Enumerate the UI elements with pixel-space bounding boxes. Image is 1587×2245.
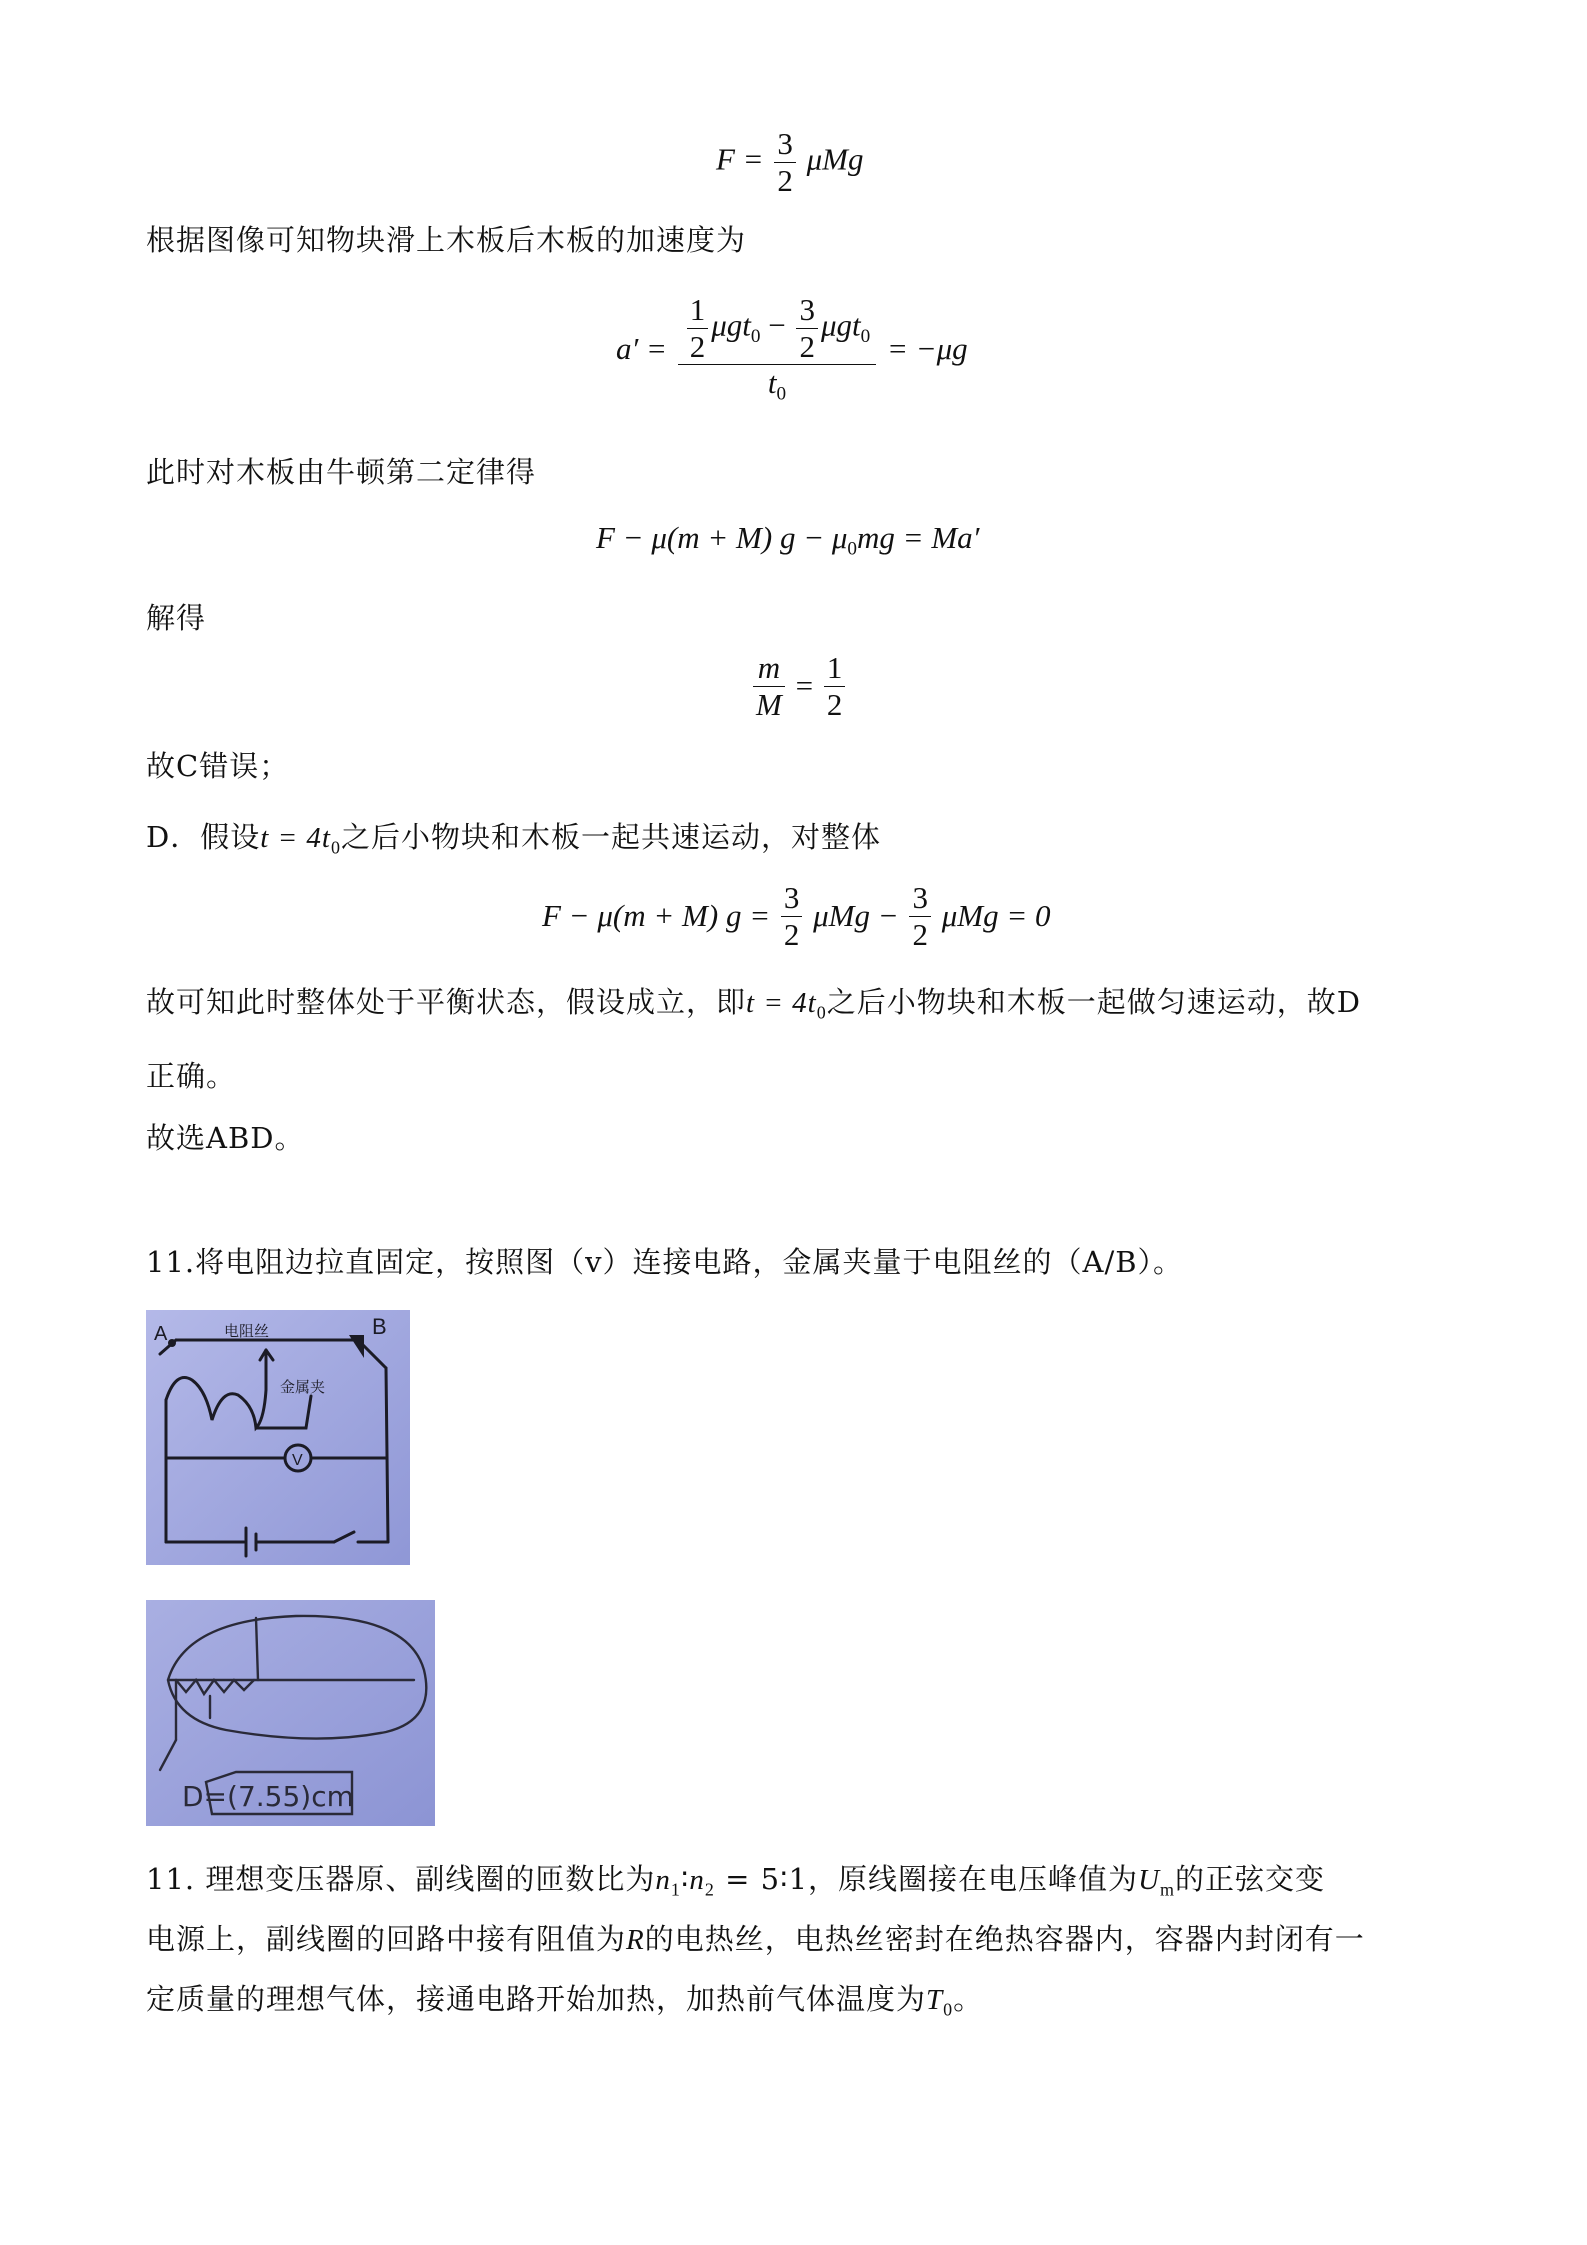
question-11a: 11.将电阻边拉直固定，按照图（v）连接电路，金属夹量于电阻丝的（A/B）。 xyxy=(146,1245,1184,1279)
question-11b-line-3: 定质量的理想气体，接通电路开始加热，加热前气体温度为$T_0$。 xyxy=(146,1982,984,2020)
text-line: 此时对木板由牛顿第二定律得 xyxy=(146,455,537,489)
equation-2: a′ = $\frac{1}{2}$ μgt$_0$ − $\frac{3}{2}$ μgt$_0$ $t_0$ = −μg xyxy=(616,292,968,405)
text-line: 故C错误； xyxy=(146,749,290,783)
equation-5: F − μ(m + M) g = $\frac{3}{2}$ μMg − $\frac{3}{2}$ μMg = 0 xyxy=(542,880,1051,952)
text-line: 故选ABD。 xyxy=(146,1121,305,1155)
circuit-label-wire: 电阻丝 xyxy=(224,1322,270,1340)
equation-3: F − μ(m + M) $g - \mu_0mg = Ma'$ xyxy=(596,520,980,560)
equation-1: F = $\frac{3}{2}$ μMg xyxy=(716,126,864,198)
caliper-reading-photo xyxy=(146,1600,435,1826)
circuit-label-a: A xyxy=(154,1323,168,1345)
text-line: 根据图像可知物块滑上木板后木板的加速度为 xyxy=(146,223,747,257)
circuit-label-clip: 金属夹 xyxy=(280,1378,326,1396)
question-11b-line-1: 11. 理想变压器原、副线圈的匝数比为$n_1∶n_2$ = 5∶1，原线圈接在电压峰值为$U_m$的正弦交变 xyxy=(146,1862,1326,1900)
circuit-diagram-photo xyxy=(146,1310,410,1565)
text-line: 故可知此时整体处于平衡状态，假设成立，即$t = 4t_0$之后小物块和木板一起做匀速运动，故D xyxy=(146,985,1361,1023)
text-line: 解得 xyxy=(146,601,207,635)
equation-4: $\frac{m}{M}$ = $\frac{1}{2}$ xyxy=(750,650,848,722)
text-line: 正确。 xyxy=(146,1059,237,1093)
caliper-reading-text: D=(7.55)cm xyxy=(182,1780,354,1813)
text-line: D．假设$t = 4t_0$之后小物块和木板一起共速运动，对整体 xyxy=(146,820,881,858)
circuit-label-b: B xyxy=(372,1314,387,1339)
circuit-label-v: V xyxy=(292,1452,303,1469)
question-11b-line-2: 电源上，副线圈的回路中接有阻值为R的电热丝，电热丝密封在绝热容器内，容器内封闭有一 xyxy=(146,1922,1365,1956)
